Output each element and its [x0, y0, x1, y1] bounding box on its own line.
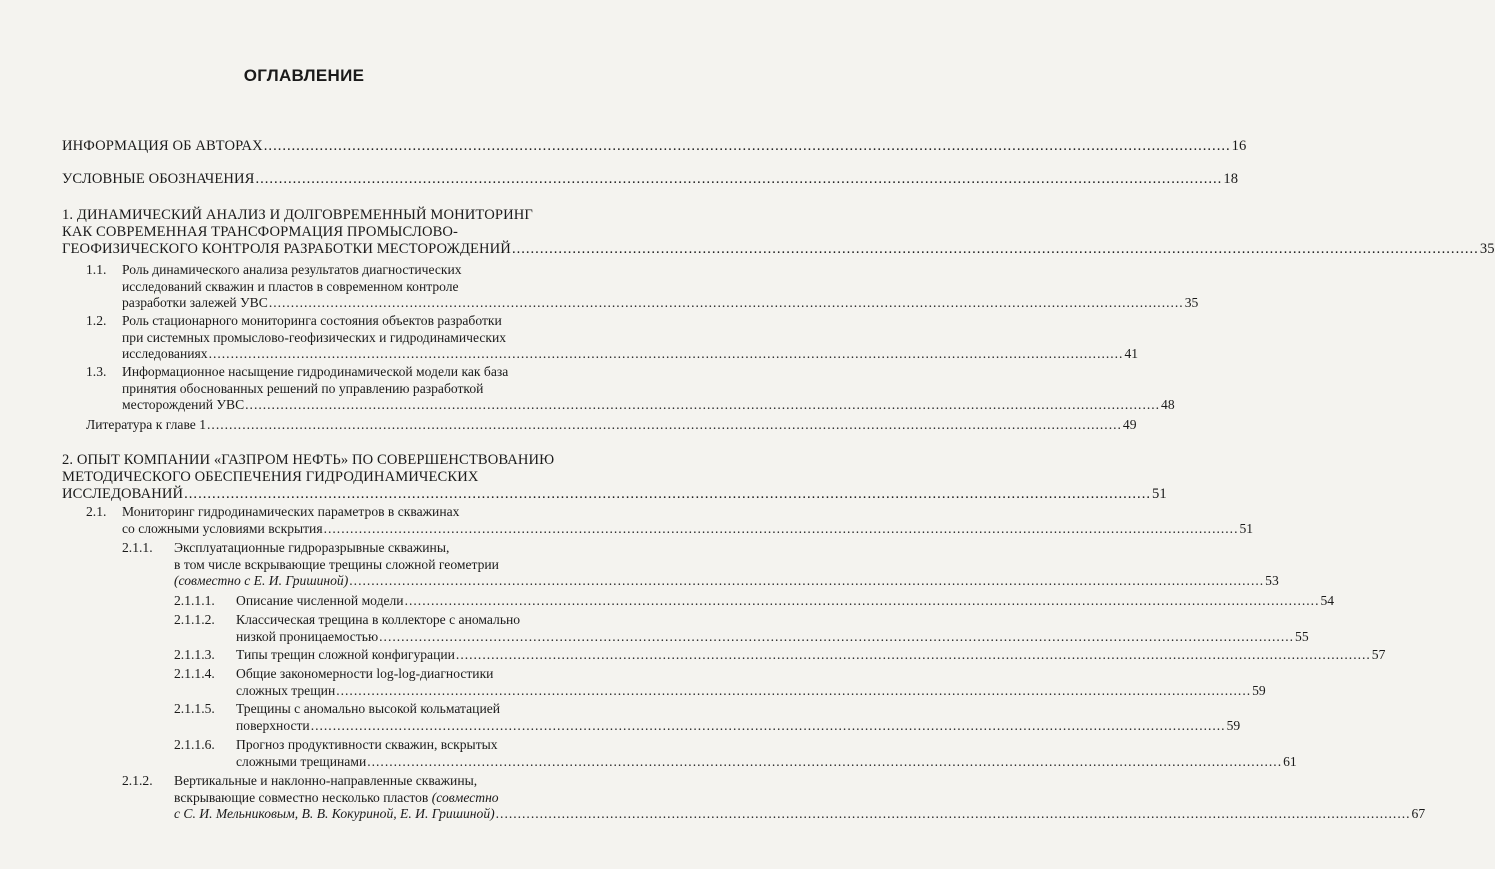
page-number: 59: [1226, 717, 1241, 733]
entry-text: УСЛОВНЫЕ ОБОЗНАЧЕНИЯ: [62, 171, 255, 187]
toc-entry-chapter-1[interactable]: [62, 207, 1495, 257]
toc-title: ОГЛАВЛЕНИЕ: [243, 66, 365, 85]
page-number: 59: [1252, 682, 1266, 698]
entry-text: Литература к главе 1: [86, 417, 207, 432]
entry-text: 1. ДИНАМИЧЕСКИЙ АНАЛИЗ И ДОЛГОВРЕМЕННЫЙ МОНИТОРИНГ: [62, 207, 533, 223]
leader-dots: [311, 718, 1226, 735]
entry-text: в том числе вскрывающие трещины сложной геометрии: [174, 556, 499, 572]
entry-text: ИНФОРМАЦИЯ ОБ АВТОРАХ: [62, 138, 263, 154]
page-number: 48: [1161, 397, 1175, 412]
section-number: 2.1.1.3.: [174, 647, 215, 662]
leader-dots: [184, 486, 1151, 503]
toc-entry-1-3[interactable]: [86, 364, 1175, 414]
entry-text: Мониторинг гидродинамических параметров в скважинах: [122, 504, 460, 519]
entry-text: МЕТОДИЧЕСКОГО ОБЕСПЕЧЕНИЯ ГИДРОДИНАМИЧЕСКИХ: [62, 468, 479, 485]
page-number: 53: [1265, 573, 1279, 588]
leader-dots: [264, 138, 1231, 155]
section-number: 2.1.1.5.: [174, 701, 215, 716]
toc-entry-chapter-2[interactable]: [62, 452, 1167, 502]
entry-text: Общие закономерности log-log-диагностики: [236, 666, 494, 681]
page-number: 35: [1479, 240, 1495, 257]
toc-entry-2-1-1-6[interactable]: [174, 737, 1297, 770]
leader-dots: [512, 241, 1479, 258]
entry-text: исследованиях: [122, 346, 208, 361]
page-number: 41: [1124, 346, 1139, 361]
page-number: 51: [1239, 520, 1254, 536]
toc-entry-2-1-1-5[interactable]: [174, 701, 1241, 734]
toc-entry-2-1-2[interactable]: [122, 773, 1426, 823]
entry-text-italic: (совместно: [431, 789, 499, 805]
entry-text: Роль стационарного мониторинга состояния объектов разработки: [122, 313, 502, 328]
toc-entry-2-1-1-2[interactable]: [174, 612, 1309, 645]
leader-dots: [255, 171, 1222, 188]
toc-entry-1-1[interactable]: [86, 262, 1199, 312]
page-number: 49: [1122, 417, 1137, 432]
entry-text: Классическая трещина в коллекторе с аномально: [236, 612, 521, 627]
section-number: 2.1.1.6.: [174, 737, 215, 752]
section-number: 1.3.: [86, 364, 107, 379]
entry-text: со сложными условиями вскрытия: [122, 520, 323, 536]
entry-text: вскрывающие совместно несколько пластов: [174, 789, 429, 805]
entry-text: низкой проницаемостью: [236, 628, 379, 644]
entry-text: сложных трещин: [236, 682, 336, 698]
entry-text: при системных промыслово-геофизических и гидродинамических: [122, 329, 507, 345]
entry-text: разработки залежей УВС: [122, 295, 268, 310]
page-number: 51: [1152, 485, 1167, 502]
page-number: 67: [1411, 806, 1426, 821]
entry-text-italic: с С. И. Мельниковым, В. В. Кокуриной, Е. И. Гришиной): [174, 806, 495, 821]
entry-text: Описание численной модели: [236, 593, 404, 608]
entry-text-italic: (совместно с Е. И. Гришиной): [174, 573, 349, 588]
page-number: 54: [1320, 593, 1335, 608]
toc-entry-authors[interactable]: [62, 138, 1247, 155]
section-number: 2.1.1.2.: [174, 612, 215, 627]
leader-dots: [349, 573, 1264, 590]
section-number: 1.1.: [86, 262, 107, 277]
entry-text: Роль динамического анализа результатов диагностических: [122, 262, 462, 277]
page-number: 35: [1184, 295, 1199, 310]
page-number: 61: [1283, 753, 1297, 769]
leader-dots: [336, 683, 1251, 700]
leader-dots: [245, 397, 1160, 414]
section-number: 2.1.1.: [122, 540, 153, 555]
toc-entry-references-1[interactable]: [86, 417, 1137, 434]
page-number: 55: [1295, 628, 1309, 644]
leader-dots: [496, 806, 1411, 823]
toc-entry-2-1-1-1[interactable]: [174, 593, 1335, 610]
section-number: 2.1.1.1.: [174, 593, 215, 608]
toc-entry-2-1-1[interactable]: [122, 540, 1279, 590]
toc-entry-2-1-1-3[interactable]: [174, 647, 1386, 664]
leader-dots: [367, 754, 1282, 771]
leader-dots: [209, 346, 1124, 363]
toc-entry-2-1[interactable]: [86, 504, 1254, 537]
entry-text: КАК СОВРЕМЕННАЯ ТРАНСФОРМАЦИЯ ПРОМЫСЛОВО-: [62, 223, 459, 240]
entry-text: сложными трещинами: [236, 753, 367, 769]
section-number: 2.1.1.4.: [174, 666, 215, 681]
section-number: 2.1.: [86, 504, 107, 519]
leader-dots: [207, 417, 1122, 434]
entry-text: Трещины с аномально высокой кольматацией: [236, 701, 501, 716]
leader-dots: [324, 521, 1239, 538]
leader-dots: [456, 647, 1371, 664]
section-number: 2.1.2.: [122, 773, 153, 788]
entry-text: Эксплуатационные гидроразрывные скважины,: [174, 540, 450, 555]
entry-text: месторождений УВС: [122, 397, 245, 412]
toc-entry-1-2[interactable]: [86, 313, 1139, 363]
entry-text: принятия обоснованных решений по управлению разработкой: [122, 380, 484, 396]
entry-text: ГЕОФИЗИЧЕСКОГО КОНТРОЛЯ РАЗРАБОТКИ МЕСТОРОЖДЕНИЙ: [62, 240, 511, 257]
entry-text: ИССЛЕДОВАНИЙ: [62, 485, 184, 502]
entry-text: Вертикальные и наклонно-направленные скважины,: [174, 773, 478, 788]
page-number: 18: [1223, 171, 1239, 187]
entry-text: 2. ОПЫТ КОМПАНИИ «ГАЗПРОМ НЕФТЬ» ПО СОВЕРШЕНСТВОВАНИЮ: [62, 452, 555, 468]
entry-text: Прогноз продуктивности скважин, вскрытых: [236, 737, 498, 752]
entry-text: поверхности: [236, 717, 310, 733]
entry-text: Типы трещин сложной конфигурации: [236, 647, 455, 662]
entry-text: Информационное насыщение гидродинамической модели как база: [122, 364, 509, 379]
toc-entry-symbols[interactable]: [62, 171, 1239, 188]
entry-text: исследований скважин и пластов в современном контроле: [122, 278, 459, 294]
page-number: 57: [1371, 647, 1386, 662]
toc-entry-2-1-1-4[interactable]: [174, 666, 1266, 699]
leader-dots: [269, 295, 1184, 312]
page-number: 16: [1231, 138, 1247, 154]
leader-dots: [405, 593, 1320, 610]
section-number: 1.2.: [86, 313, 107, 328]
leader-dots: [379, 629, 1294, 646]
